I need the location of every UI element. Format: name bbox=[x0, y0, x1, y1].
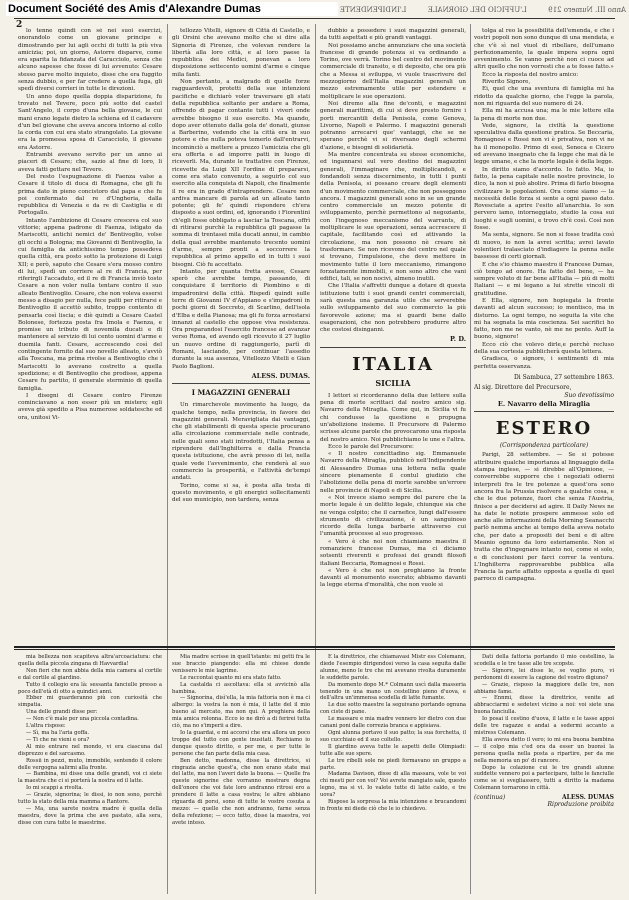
column-3 bbox=[320, 28, 466, 643]
paragraph: Ecco ciò che volevo dirle,e perchè recluso della sua cortesia pubblicherà questa lettera. bbox=[474, 341, 614, 356]
paragraph: Dopo la colazione cui le tre grandi alunne suddette vennero poi a partecipare, tutte le fanciulle come se si svegliassero, tutti a diritto la madama Colemann tornarono in città. bbox=[474, 764, 614, 792]
feuilleton-column-4 bbox=[474, 654, 614, 892]
paragraph: Ella mi ha accusa una; ma le mie lettere ella la pena di morte non due. bbox=[474, 108, 614, 122]
paragraph: Ei, quel che una sventura di famiglia mi ha ridotto da qualche giorno, che l'egge la parola, non mi riguarda del suo numero dì 24. bbox=[474, 86, 614, 107]
paragraph: Ecco la risposta del nostro amico: bbox=[482, 71, 579, 78]
paragraph: lo tenne quindi con sè nei suoi esercizi, onorandolo come un giovane principe e dimostrando per lui agli occhi di tutti la più viva amicizia; poi, un giorno, Astorre disparve, come era sparita la fidanzata del Caracciolo, senza che alcuno sapesse che fosse di lui avvenuto: Cesare stesso parve molto inquieto, disse che era fuggito senza dubbio, e per far credere a quella fuga, gli spedì diversi corrieri in tutte le direzioni. bbox=[18, 28, 162, 93]
paragraph: dubbio a possedere i suoi magazzini generali, da tutti aspettati e più grandi vantaggi. bbox=[320, 28, 466, 42]
feuilleton-column-3 bbox=[320, 654, 466, 892]
paragraph: Rossii in pezzi, muto, immobile, sentendo il colore delle vergogna salirmi alla fronte. bbox=[18, 757, 162, 771]
column-2 bbox=[172, 28, 310, 643]
column-divider bbox=[315, 24, 316, 894]
paragraph: Una delle grandi disse per: bbox=[26, 709, 98, 716]
paragraph: Intanto, per quanta fretta avesse, Cesare sperò che avrebbe tempo, passando, di conquistare il territorio di Piombino e di impadronirsi della città. Rispedì quindi sulle terre di Giovanni IV d'Appiano e s'impadronì in pochi giorni di Soccreto, di Scarlino, dell'isola d'Elba e della Pianosa; ma gli fu forza arrestarsi innanzi al castello che oppose viva resistenza. Ora preparandosi l'esercito francese ad avanzar verso Roma, ed avendo egli ricevuto il 27 luglio un nuovo ordine di raggiungerlo, partì di Romani, lasciando, per continuar l'assedio durante la sua assenza, Vitellozzo Vitelli e Gian Paolo Baglioni. bbox=[172, 268, 310, 370]
letter-signer: E. Navarro della Miraglia bbox=[497, 399, 591, 408]
paragraph: Un anno dopo quella doppia disparizione, fu trovato nel Tevere, poco più sotto del castel Sant'Angelo, il corpo d'una bella giovane, le cui mani erano legate dietro la schiena ed il cadavere d'un bel giovane che aveva ancora intorno al collo la corda con cui era stato strangolato. La giovane era la promessa sposa di Caracciolo, il giovane era Astorre. bbox=[18, 93, 162, 151]
paragraph: — Sì, ma ha l'aria goffa. bbox=[26, 729, 90, 736]
top-rule bbox=[14, 18, 615, 19]
paragraph: — Ma, una sarete nostra madre è quella della maestra, dove la prima che ave pastato, alla sera, disse con cura tutte le maestrine. bbox=[18, 805, 162, 826]
paragraph: E Ella, signore, non hopiegata la fronte davanti ad alcun successo; io mentisco, ma in disturno. La ogni tempo, no seguita la vite che mi ha segnata la mia coscienza. Sei sacrifici ho fatto, non me ne vanto, nè me ne pento. Auff la buono, signore! bbox=[474, 297, 614, 341]
paragraph: Entrambi avevano servito per un anno ai piaceri di Cesare; che, sazio al fine di loro, li aveva fatti gettare nel Tevere. bbox=[18, 152, 162, 173]
paragraph: Riverito Signore, bbox=[482, 79, 531, 86]
feuilleton-column-2 bbox=[172, 654, 310, 892]
paragraph: — Grazie, signorina; le dissi, io non sono, perchè tutto la stato della mia mamma a Rantore. bbox=[18, 792, 162, 806]
paragraph: Ebber mi guarderanno più con curiosità che simpatia. bbox=[18, 695, 162, 709]
column-divider bbox=[167, 24, 168, 894]
paragraph: Del resto l'espugnazione di Faenza valse a Cesare il titolo di duca di Romagna, che gli fu prima dato in pieno concistoro dal papa e che fu poi confermato dal re d'Ungheria, dalla repubblica di Venezia e da re di Castiglia e di Portogallo. bbox=[18, 173, 162, 217]
feuilleton-author: ALESS. DUMAS bbox=[561, 794, 614, 802]
article-divider bbox=[320, 347, 466, 348]
column-divider bbox=[470, 24, 471, 894]
paragraph: tolga al reo la possibilità dell'emenda, e che i vostri popoli non sono dunque di una mendata, e che v'è sì nel viuol di ribellare, dell'umano perfezionamento, la quale impera sopra ogni avvenimento. Se vanno perchè non ci cuoce ad altri quello che non vorresti che a te fosse fatto.» bbox=[474, 28, 614, 71]
paragraph: « Vero è che noi non chiamiamo maestra il romanziere francese Dumas, ma ci diciamo sotsenti riverenti e professi dei grandi filosofi italiani Beccaria, Romagnosi e Rossi. bbox=[320, 538, 466, 567]
paragraph: Dati della fattoria portando il mio cestellino, la scodella e le tre tasse alle tre scopste. bbox=[474, 654, 614, 667]
feuilleton-rule bbox=[14, 649, 615, 650]
continued-note: (continua) bbox=[474, 794, 506, 802]
column-1 bbox=[18, 28, 162, 643]
subsection-heading: SICILIA bbox=[375, 377, 411, 388]
paragraph: In diritto siamo d'accordo. Io fatto. Ma, io fatto, la pena capitale nelle nostre provincie, lo dico, la non si può abolire. Prima di farlo bisogna civilizzare le popolazioni. Ora come siamo — la necessità delle forza si sente a ogni passo dato. Rovesciate a aprire l'esito all'anarchia. Io son pervero iamo, intorneggiato, studio la cosa sui luoghi e sugli uomini, e trovo ch'è così. Così non fosse. bbox=[474, 166, 614, 232]
letter-location-date: Di Sambuca, 27 settembre 1863. bbox=[513, 373, 614, 381]
document-banner: Document Société des Amis d'Alexandre Dumas bbox=[6, 2, 338, 16]
paragraph: — Non c'è male per una piccola contadina. bbox=[26, 716, 139, 723]
paragraph: « Vero è che noi non preghiamo la fronte davanti al monumento esecrato; abbiamo davanti la legge eterna d'moralità, che non vuole si bbox=[320, 567, 466, 589]
paragraph: Ma senta, signore. Se non si fosse tradita così di nuovo, io non la avrei scritta; avrei lavato volentieri tralasciato d'indiagere la penna nelle bassesse di certi giornali. bbox=[474, 232, 614, 261]
paragraph: Ben detto, madonna, disse la direttrice, si ringrazia anche quest'a, che non erano state mai del latte, ma non l'averi dato la buona. — Quelle fra queste signorine che vorranno mostrare degna dell'onore che voi fate loro andranno ritrosi ero a prendere il latte a casa vostra; le altre abbiano riguarda di porsi, sono di tutte le vostre cosuta a mezzo: — quelle che non andranno, farne senza della refezione; — ecco tutto, disse la maestra, voi avete inteso. bbox=[172, 757, 310, 826]
paragraph: Al mio entrare nel mondo, vi era ciascuna dal disprezzo e del sarcasmo. bbox=[18, 743, 162, 757]
article-signature: P. D. bbox=[449, 335, 466, 344]
paragraph: « Il nostro concittadino sig. Emmanuele Navarro della Miraglia, pubblicò nell'Indipendente di Alessandro Dumas una lettera nella quale sincere pienamente il contul giudizio che l'abolizione della pena di morte sarebbe un'errore nelle provincie di Napoli e di Sicilia. bbox=[320, 451, 466, 494]
paragraph: tellozzo Vitelli, signore di Città di Castello, e gli Orsini che avevano molto che si dire alla Signoria di Firenze, che volevan rendere la libertà alla loro città, e al loro paese la repubblica dei Medici, ponevan a loro disposizione settecento uomini d'arme e cinque mila fanti. bbox=[172, 28, 310, 78]
paragraph: — Ti che ne vieni e ora? bbox=[26, 736, 90, 743]
paragraph: Un rimarchevole movimento ha luogo, da qualche tempo, nella provincia, in favore dei magazzini generali. Meravigliata dai vantaggi, che gli stabilimenti di questa specie procurano alla circolazione commerciale nelle contrade, nelle quali sono stati introdotti, l'Italia pensa a riprendere dall'Inghilterra e dalla Francia questa istituzione, che avrà presso di lei, nella quale vede l'avvenimento, che renderà al suo commercio la prosperità, e l'attività de'tempi andati. bbox=[172, 402, 310, 482]
reproduction-notice: Riproduzione proibita bbox=[547, 801, 614, 809]
paragraph: mia bellezza non scapiteva altra'arcoaciatura: che quella della piccola zingana di Havvardia! bbox=[18, 654, 162, 667]
masthead-mid: L'UFFICIO DEL GIORNALE bbox=[427, 6, 527, 14]
paragraph: La castalda ci ascoltava: ella si avvicinò alla bambina. bbox=[172, 681, 310, 695]
paragraph: Noi diremo alla fine de'conti, e magazzini generali marittimi, di cui si deve presto fornire i porti mercantili della Penisola, come Genova, Livorno, Napoli e Palermo. I magazzini generali potranno arrecarvi que' vantaggi, che se ne sperano perchè vi si riversano degli schermi d'azione, e bisogni di solidarietà. bbox=[320, 100, 466, 151]
paragraph: Io mi scappi a rivolta. bbox=[26, 785, 84, 792]
section-heading: I MAGAZZINI GENERALI bbox=[191, 388, 291, 398]
paragraph: Ogni alunna portavo il suo patto; la sua forchetta, il suo cucchiaio ed il suo coltello. bbox=[320, 729, 466, 743]
section-heading-italia: ITALIA bbox=[352, 353, 434, 375]
article-signature: ALESS. DUMAS. bbox=[251, 371, 310, 380]
paragraph: Intanto l'ambizione di Cesare cresceva col suo vittorie; appena padrone di Faenza, istigato da Mariscotti, antichi nemici de' Bentivoglio, volse gli occhi a Bologna; ma Giovanni di Bentivoglio, la cui famiglia da antichissimo tempo possedeva quella città, era posto sotto la protezione di Luigi XII; e però, saputo che Cesare s'era mosso contro di lui, spedì un corriere al re di Francia, per riferirgli l'accaduto, ed il re di Francia inviò tosto Cesare a non voler nulla tentare contro il suo alleato Bentivoglio. Cesare, che non voleva essersi messo a disagio per nulla, fece patti per ritirarsi e Bentivoglio il accettò subito, troppo contento di pensarla così liscia; e diè quindi a Cesare Castel Bolonese, fortezza posta fra Imola e Faenza, e promise un tributo di novemila ducati e di mantenere al servizio di lui cento uomini d'arme e duemila fanti. Cesare, accrescendo così del contingente fornito dal suo novello alleato, s'avviò alla Toscana, ma prima rivolse a Bentivoglio che i Mariscotti lo avevano costretto a quella spedizione; e di Bentivoglio che prodisse, appena Cesare fu partito, il generale sterminio di quella famiglia. bbox=[18, 217, 162, 392]
masthead-paper: L'INDIPENDENTE bbox=[340, 6, 407, 14]
masthead-mirrored bbox=[340, 5, 626, 15]
paragraph: Gradisca, o signore, i sentimenti di mia perfetta osservanza. bbox=[474, 356, 614, 370]
paragraph: Le raccontai quanto mi era stato fatto. bbox=[180, 674, 282, 681]
paragraph: — Bambina, mi disse una delle grandi, voi ci siete la maestra che ci si porterà la nostra ed il latte. bbox=[18, 771, 162, 785]
paragraph: Mia madre scrisse in quell'istante: mi getti fra le sue braccio piangendo: ella mi chiese donde venissero le mie lagrime. bbox=[172, 654, 310, 674]
feuilleton-rule bbox=[14, 646, 615, 648]
paragraph: E la direttrice, che chiamavasi Mistr ess Colemann, diede l'esempio dirigendosi verso la casa seguita dalle alunne, meno le tre che mi avevano rivolta duramente le suddette parole. bbox=[320, 654, 466, 681]
paragraph: Ella aveva detto il vero; io mi era buona bambina — il colpo mia c'ed ora da esser un buonsì la persona quella nella posta a ripartire, per da me nella memoria un po' di rancore. bbox=[474, 736, 614, 764]
paragraph: — Grazie, risposo la maggiore delle tre, non abbiamo fame. bbox=[474, 681, 614, 695]
letter-closing: Suo devotissimo bbox=[564, 391, 614, 399]
paragraph: Tutto il collegio era là: sessanta fanciulle presso a poco dell'età di otto a quindici anni. bbox=[18, 681, 162, 695]
paragraph: Madama Davison, disse di alla massara, vole te voi chi mesti per con voi? Voi avrete mangiato sale, questo legno, ma si vi. Io valete tutte di latte caldo, e tre uova? bbox=[320, 771, 466, 799]
paragraph: Da momento dopo M.* Colmann uscì dalla masseria tenendo in una mano un cestellino pieno d'uova, e dell'altra un'immensa scodella di latte fumante. bbox=[320, 681, 466, 702]
article-divider bbox=[474, 411, 614, 412]
paragraph: L'altra rispose: bbox=[26, 723, 66, 730]
paragraph: Noi possiamo anche annunziare che una società francese di grande potenza si va ordinando a Torino, ove verrà. Torino bel centro del movimento commerciale di transito, e di deposito, che ora più che a Messa si sviluppa, vi vuole trascrivere del mezzogiorno dell'Italia magazzini generali un mezzo estremamente utile per estendere e moltiplicare le sue operazioni. bbox=[320, 42, 466, 100]
paragraph: E che s'io chiamo maestro il Francese Dumas, ciò tengo ad onore. Ha fatto del bene, — ha sempre voluto di far bene all'Italia — più di molti Italiani — e mi legano a lui strette vincoli di gratitudine. bbox=[474, 261, 614, 297]
paragraph: — Signorina, disì'ella, la mia fattoria non è ma ci albergo: la vostra la non è mia, il latte del il mio bueno al mercato, ma non qui. A preghiera della mia amica rolonna. Ecco io ne dirò a di ferirei tutta ciò, ma no s'imperii a dire. bbox=[172, 695, 310, 730]
paragraph: Che l'Italia s'affretti dunque a dotare di questa istituzione tutti i suoi grandi centri commerciali, sarà questa una garanzia utile che serverebbe sullo sviluppamento del suo commercio la più favorevole azione; ma si guardi bene dallo esagerazioni, che non potrebbero produrre altro che costosi disinganni. bbox=[320, 283, 466, 334]
page-number: 2 bbox=[16, 20, 23, 30]
column-4 bbox=[474, 28, 614, 643]
paragraph: Vede, signore, la civiltà la questione speculativa dalla questione pratica. Se Beccaria, Romagnosi e Rossi non vi è privativa, non vi ne ha il monopolio. Primo di essi, Seneca e Cicero ed avevano insegnato che fa legge che mai dà le legge umane, e che la morte legale è della legge. bbox=[474, 122, 614, 166]
paragraph: I lettori si ricorderanno della due lettere sulla pena di morte scrittaci dal nostro amico sig. Navarro della Miraglia. Come qui, in Sicilia vi fu chi condusse la questione e propugna un'abolizione insieme. Il Precursore di Palermo scrisse alcune parole che provocarono una risposta del nostro amico. Noi pubblichiamo le une e l'altra. bbox=[320, 392, 466, 443]
paragraph: Io la guardai, e mi accorsi che era allora un poco troppo del tutto con gente inusitati. Rechiamo io dunque questo diritto, e per me, e per tutte le persone che fan parte della mia casa. bbox=[172, 729, 310, 757]
paragraph: Ma mentre concentrata su stesse economiche, ed ingannarsi sul vero destino dei magazzini generali, l'immaginare che, moltiplicandoli, e fondandoli senza discernimento, in tutti i punti della Penisola, si possano creare degli elementi d'un movimento commerciale, che non posseggono ancora. I magazzini generali sono in se un grande centro commerciale un mezzo potente di sviluppamento, perchè permettono al negoziante, con l'ingegnoso meccanismo del warrants, di moltiplicare le sue operazioni, senza accrescere il capitale, facilitando così ed attivando la circolazione, ma non possono nè creare nè trasformare. Se non ricevono del centro nel quale si trovano, l'impulsione, che deve mettere in movimento tutte il loro meccanismo, rimangono forzatamente immobili, e non sono altro che vani edifici, tali, se non nocivi, almeno inutili. bbox=[320, 152, 466, 283]
paragraph: Parigi, 28 settembre. — Se si potesse attribuire qualche importanza al linguaggio della stampa inglese, — si direbbe all'Opinione, — converrebbe supporre che i negoziati odierni interpreti fra le tre potenze a quest'ora sono ancora fra la Prussia risolvere a qualche cosa, e che le due potenze, fuori che senza l'Austria, finisce a per decidersi ad agire. Il Daily News ne ha date le notizie prospere ammesse solo ed anche alle informazioni della Morning Seanacchi parlò nemma anche ai tempo della aveva notato che, per dato a propositi dei beni e di altre Meanio ognuno da loro esteriamente. Non si tratta che d'ingegnare intanto noi, come si solo, e di conclusioni per farci correr la ventura. L'Inghilterra rapprovarebbe pubblica alla Francia la parte affatto opposta a quella di quel parroco di campagna. bbox=[474, 452, 614, 583]
paragraph: Il giardino aveva tutte le aspetti delle Olimpiadi: tutte alle sue spere. bbox=[320, 743, 466, 757]
paragraph: Io posai il cestino d'uova, il latte e le tasse appoi delle tre ragazze e andai a sedermi accanto a mistress Colemann. bbox=[474, 716, 614, 736]
paragraph: Rispose la sorpresa la mia intenzione e brucandomi in fronte mi diede ciò che le io chiedevo. bbox=[320, 799, 466, 812]
paragraph: Torino, come si sa, è posta alla testa di questo movimento, e gli energici sollecitamenti del suo municipio, non tardera, senza bbox=[172, 482, 310, 504]
paragraph: Le due sotto maestre la seguivano portando ognuna con ciste di pane. bbox=[320, 702, 466, 716]
section-heading-estero: ESTERO bbox=[495, 418, 593, 440]
paragraph: Non fieri che non abbia della mia camera al cortile e dal cortile al giardino. bbox=[18, 667, 162, 681]
letter-address: Al sig. Direttore del Precursore, bbox=[474, 384, 572, 392]
paragraph: — Ennmi, disse la direttrice, venite ad abbracciarmi e sedetevi vicino a noi: voi siete una buona fanciulla. bbox=[474, 695, 614, 716]
feuilleton-column-1 bbox=[18, 654, 162, 892]
paragraph: Le tre ribelli sole ne piedi formavano un gruppo a parte. bbox=[320, 757, 466, 771]
paragraph: « Noi invece siamo sempre del parere che la morte legale è un delitto legale, chiunque sia che ne venga colpito; che il carnefice, lungi dall'essere strumento di civilizzazione, è un sanguinoso ricordo della lunga barbarie attraverso cui l'umanità processe al suo progresso. bbox=[320, 494, 466, 538]
masthead-issue: Anno III. Numero 219 bbox=[548, 6, 626, 14]
paragraph: — Signore, lei disse le, se voglio puro, vi perdonomi di essere la cagione del vostro digiuno? bbox=[474, 667, 614, 681]
paragraph: Non pertanto, a malgrado di quelle forze ragguardevoli, protetti della sue intenzioni pacifiche e dichiarò voler traversare gli stati della repubblica soltanto per andare a Roma, offrendo di pagar contante tutti i viveri onde avrebbe bisogno il suo esercito. Ma quando, dopo aver ottenuto dalla gola de' donati, giunse a Barberino, vedendo che la città era in suo potere e che nulla poteva temerlo dall'entrarvi, incominciò a mettere a prezzo l'amicizia che gli era offerta e ad imporre patti in luogo di riceverli. Ma, durante le trattative con Firenze, ricevette da Luigi XII l'ordine di prepararsi, come era stato convenuto, a seguirlo col suo esercito alla conquista di Napoli, che finalmente il re era in grado d'intraprendere. Cesare non ardiva mancare di parola ad un alleato tanto potente; gli fe' quindi rispondere ch'era disposto a suoi ordini, ed, ignorando i Fiorentini ch'egli fosse obbligato a lasciar la Toscana, offrì di ritirarsi purchè la repubblica gli pagasse la somma di trentasei mila ducati annui, in cambio della qual avrebbe mantenuto trecento uomini d'arme, sempre pronti a soccorrere la repubblica al primo appello ed in tutti i suoi bisogni. Ciò fu accettato. bbox=[172, 79, 310, 268]
article-divider bbox=[172, 383, 310, 384]
paragraph: Le massare e mia madre vennero ler dietro con due canani poni dalle correzia branca e appisiava. bbox=[320, 716, 466, 730]
paragraph: I disegni di Cesare contro Firenze cominciavano a non esser più un mistero; egli aveva già spedito a Pisa numerose soldatesche ed ora, unitosi Vi- bbox=[18, 392, 162, 421]
subsection-heading: (Corrispondenza particolare) bbox=[499, 442, 589, 450]
paragraph: Ecco le parole del Precursore: bbox=[328, 443, 414, 450]
